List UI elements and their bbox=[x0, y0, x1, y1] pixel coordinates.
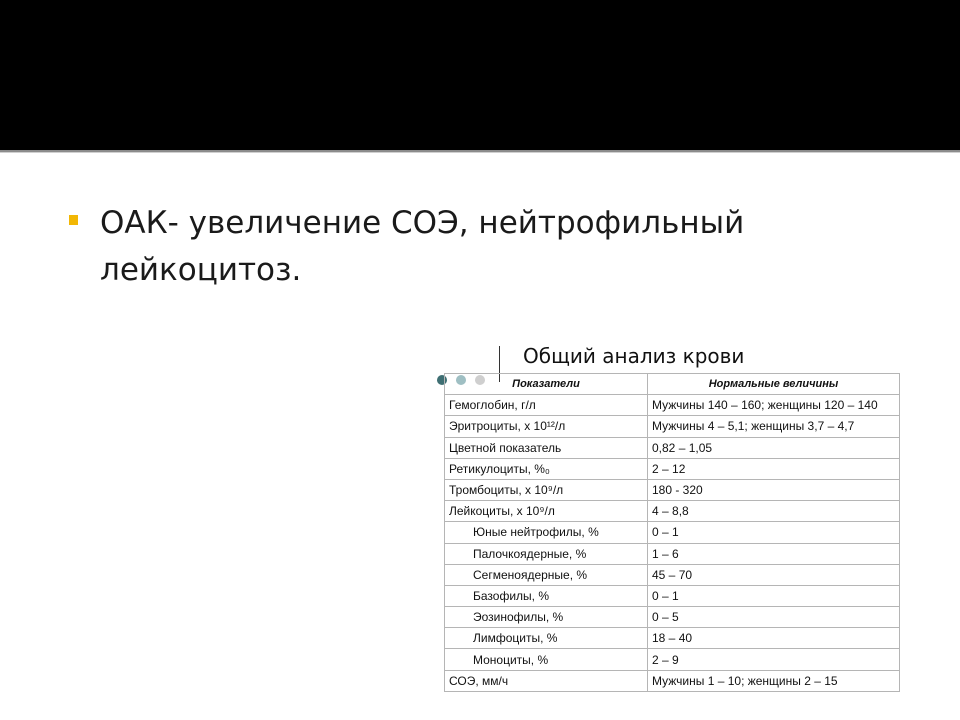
square-bullet-icon bbox=[69, 215, 78, 225]
indicator-cell: Юные нейтрофилы, % bbox=[445, 522, 648, 543]
table-row bbox=[445, 395, 900, 416]
indicator-cell: Эозинофилы, % bbox=[445, 607, 648, 628]
table-row bbox=[445, 522, 900, 543]
indicator-cell: Сегменоядерные, % bbox=[445, 564, 648, 585]
normal-value-cell: 180 - 320 bbox=[648, 479, 900, 500]
figure-title: Общий анализ крови bbox=[523, 344, 745, 368]
table-row bbox=[445, 649, 900, 670]
indicator-cell: Лимфоциты, % bbox=[445, 628, 648, 649]
indicator-cell: Базофилы, % bbox=[445, 585, 648, 606]
table-row bbox=[445, 416, 900, 437]
indicator-cell: СОЭ, мм/ч bbox=[445, 670, 648, 691]
table-row bbox=[445, 458, 900, 479]
normal-value-cell: 0 – 5 bbox=[648, 607, 900, 628]
title-band-rule-light bbox=[0, 152, 960, 153]
normal-value-cell: 0 – 1 bbox=[648, 522, 900, 543]
table-row bbox=[445, 628, 900, 649]
table-row bbox=[445, 607, 900, 628]
normal-value-cell: 0 – 1 bbox=[648, 585, 900, 606]
title-band bbox=[0, 0, 960, 150]
table-header-row bbox=[445, 374, 900, 395]
normal-value-cell: Мужчины 1 – 10; женщины 2 – 15 bbox=[648, 670, 900, 691]
column-header: Показатели bbox=[445, 374, 648, 395]
blood-test-table-image bbox=[435, 340, 900, 692]
table-row bbox=[445, 543, 900, 564]
indicator-cell: Эритроциты, x 10¹²/л bbox=[445, 416, 648, 437]
indicator-cell: Моноциты, % bbox=[445, 649, 648, 670]
normal-value-cell: 1 – 6 bbox=[648, 543, 900, 564]
normal-value-cell: 2 – 9 bbox=[648, 649, 900, 670]
table-row bbox=[445, 501, 900, 522]
table-row bbox=[445, 479, 900, 500]
indicator-cell: Палочкоядерные, % bbox=[445, 543, 648, 564]
normal-value-cell: 45 – 70 bbox=[648, 564, 900, 585]
normal-value-cell: Мужчины 140 – 160; женщины 120 – 140 bbox=[648, 395, 900, 416]
table-row bbox=[445, 437, 900, 458]
normal-value-cell: 2 – 12 bbox=[648, 458, 900, 479]
table-row bbox=[445, 670, 900, 691]
reference-values-table bbox=[444, 373, 900, 692]
table-row bbox=[445, 585, 900, 606]
indicator-cell: Ретикулоциты, %₀ bbox=[445, 458, 648, 479]
bullet-text: ОАК- увеличение СОЭ, нейтрофильный лейкоцитоз. bbox=[100, 205, 745, 288]
table-row bbox=[445, 564, 900, 585]
normal-value-cell: 0,82 – 1,05 bbox=[648, 437, 900, 458]
indicator-cell: Тромбоциты, x 10⁹/л bbox=[445, 479, 648, 500]
normal-value-cell: 4 – 8,8 bbox=[648, 501, 900, 522]
column-header: Нормальные величины bbox=[648, 374, 900, 395]
indicator-cell: Гемоглобин, г/л bbox=[445, 395, 648, 416]
normal-value-cell: 18 – 40 bbox=[648, 628, 900, 649]
indicator-cell: Цветной показатель bbox=[445, 437, 648, 458]
normal-value-cell: Мужчины 4 – 5,1; женщины 3,7 – 4,7 bbox=[648, 416, 900, 437]
indicator-cell: Лейкоциты, x 10⁹/л bbox=[445, 501, 648, 522]
